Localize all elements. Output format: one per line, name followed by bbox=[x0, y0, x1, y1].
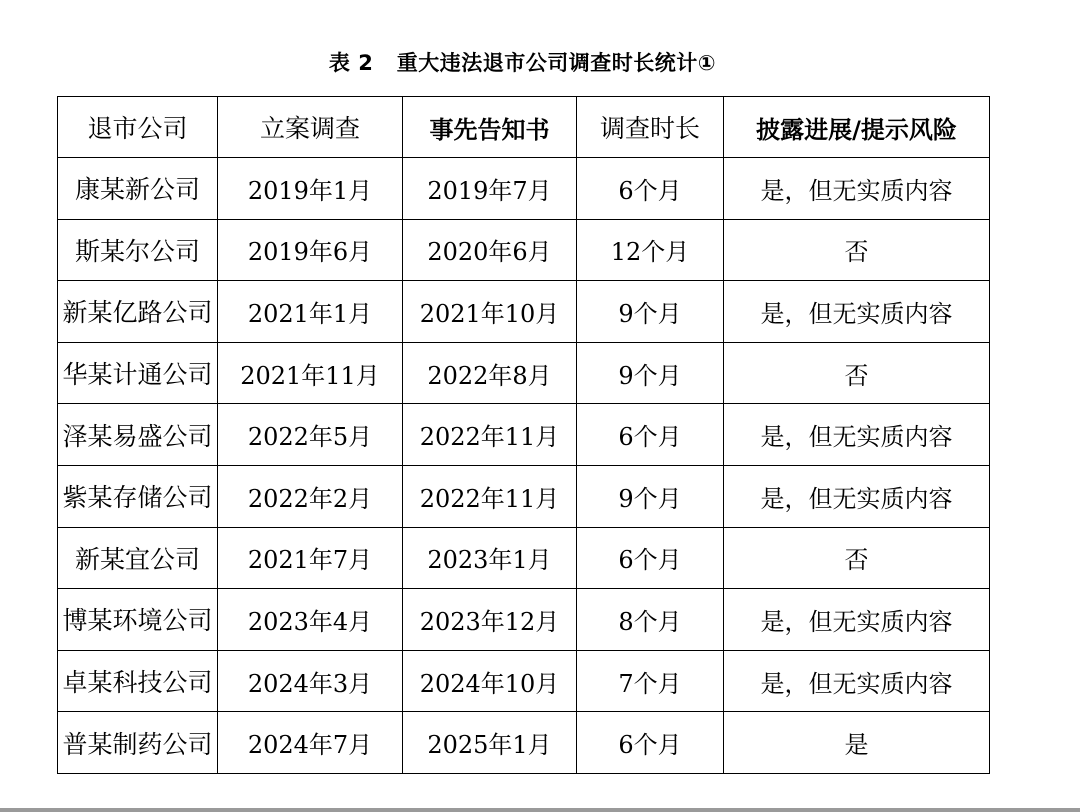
cell-company: 华某计通公司 bbox=[58, 342, 218, 404]
cell-notice-date: 2024年10月 bbox=[403, 650, 577, 712]
cell-company: 康某新公司 bbox=[58, 158, 218, 220]
cell-investigation-date: 2021年11月 bbox=[218, 342, 403, 404]
cell-investigation-date: 2019年1月 bbox=[218, 158, 403, 220]
table-row bbox=[58, 650, 990, 712]
cell-notice-date: 2022年8月 bbox=[403, 342, 577, 404]
cell-investigation-date: 2024年7月 bbox=[218, 712, 403, 774]
cell-duration: 9个月 bbox=[577, 342, 724, 404]
cell-investigation-date: 2023年4月 bbox=[218, 589, 403, 651]
cell-notice-date: 2023年1月 bbox=[403, 527, 577, 589]
cell-duration: 8个月 bbox=[577, 589, 724, 651]
cell-disclosure: 是，但无实质内容 bbox=[724, 589, 990, 651]
cell-disclosure: 是，但无实质内容 bbox=[724, 404, 990, 466]
cell-duration: 6个月 bbox=[577, 527, 724, 589]
cell-duration: 6个月 bbox=[577, 712, 724, 774]
cell-duration: 6个月 bbox=[577, 404, 724, 466]
table-row bbox=[58, 342, 990, 404]
cell-company: 博某环境公司 bbox=[58, 589, 218, 651]
cell-notice-date: 2020年6月 bbox=[403, 219, 577, 281]
table-row bbox=[58, 465, 990, 527]
cell-company: 斯某尔公司 bbox=[58, 219, 218, 281]
table-row bbox=[58, 219, 990, 281]
cell-disclosure: 否 bbox=[724, 219, 990, 281]
page-bottom-edge bbox=[0, 808, 1080, 812]
cell-company: 普某制药公司 bbox=[58, 712, 218, 774]
cell-company: 紫某存储公司 bbox=[58, 465, 218, 527]
header-investigation-filed: 立案调查 bbox=[218, 97, 403, 158]
cell-notice-date: 2019年7月 bbox=[403, 158, 577, 220]
table-header-row bbox=[58, 97, 990, 158]
table-row bbox=[58, 712, 990, 774]
cell-notice-date: 2023年12月 bbox=[403, 589, 577, 651]
header-prior-notice: 事先告知书 bbox=[403, 97, 577, 158]
cell-duration: 12个月 bbox=[577, 219, 724, 281]
cell-disclosure: 否 bbox=[724, 527, 990, 589]
cell-investigation-date: 2022年2月 bbox=[218, 465, 403, 527]
cell-disclosure: 是，但无实质内容 bbox=[724, 650, 990, 712]
cell-notice-date: 2022年11月 bbox=[403, 404, 577, 466]
header-delisted-company: 退市公司 bbox=[58, 97, 218, 158]
header-investigation-duration: 调查时长 bbox=[577, 97, 724, 158]
table-row bbox=[58, 404, 990, 466]
cell-company: 卓某科技公司 bbox=[58, 650, 218, 712]
table-row bbox=[58, 589, 990, 651]
cell-investigation-date: 2021年7月 bbox=[218, 527, 403, 589]
cell-investigation-date: 2024年3月 bbox=[218, 650, 403, 712]
cell-duration: 7个月 bbox=[577, 650, 724, 712]
table-title: 表 2 重大违法退市公司调查时长统计① bbox=[328, 51, 717, 75]
cell-investigation-date: 2021年1月 bbox=[218, 281, 403, 343]
table-row bbox=[58, 527, 990, 589]
cell-investigation-date: 2019年6月 bbox=[218, 219, 403, 281]
delisting-investigation-table bbox=[57, 96, 990, 774]
cell-company: 新某亿路公司 bbox=[58, 281, 218, 343]
cell-notice-date: 2025年1月 bbox=[403, 712, 577, 774]
cell-disclosure: 否 bbox=[724, 342, 990, 404]
cell-notice-date: 2021年10月 bbox=[403, 281, 577, 343]
table-row bbox=[58, 281, 990, 343]
header-disclosure-risk: 披露进展/提示风险 bbox=[724, 97, 990, 158]
cell-notice-date: 2022年11月 bbox=[403, 465, 577, 527]
cell-investigation-date: 2022年5月 bbox=[218, 404, 403, 466]
cell-disclosure: 是，但无实质内容 bbox=[724, 465, 990, 527]
cell-disclosure: 是，但无实质内容 bbox=[724, 281, 990, 343]
table-row bbox=[58, 158, 990, 220]
cell-company: 新某宜公司 bbox=[58, 527, 218, 589]
cell-company: 泽某易盛公司 bbox=[58, 404, 218, 466]
cell-duration: 9个月 bbox=[577, 465, 724, 527]
cell-disclosure: 是 bbox=[724, 712, 990, 774]
cell-duration: 9个月 bbox=[577, 281, 724, 343]
cell-disclosure: 是，但无实质内容 bbox=[724, 158, 990, 220]
cell-duration: 6个月 bbox=[577, 158, 724, 220]
